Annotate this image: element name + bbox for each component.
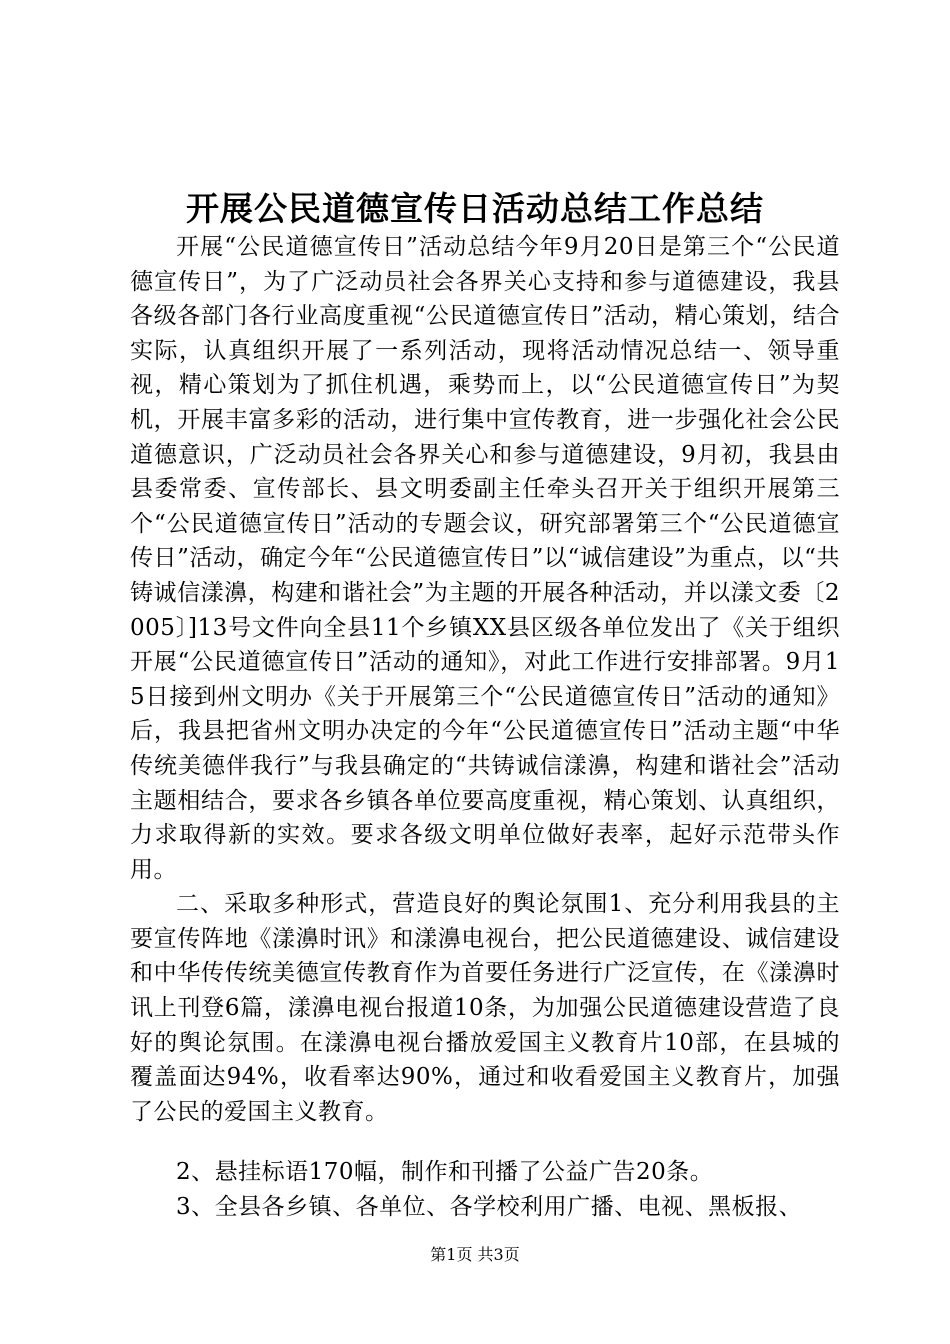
paragraph-spacer — [130, 1129, 840, 1155]
paragraph-3: 2、悬挂标语170幅，制作和刊播了公益广告20条。 — [176, 1159, 714, 1186]
paragraph-2: 二、采取多种形式，营造良好的舆论氛围1、充分利用我县的主要宣传阵地《漾濞时讯》和漾濞电视台，把公民道德建设、诚信建设和中华传传统美德宣传教育作为首要任务进行广泛宣传，在《漾濞时讯上刊登6篇，漾濞电视台报道10条，为加强公民道德建设营造了良好的舆论氛围。在漾濞电视台播放爱国主义教育片10部，在县城的覆盖面达94%，收看率达90%，通过和收看爱国主义教育片，加强了公民的爱国主义教育。 — [130, 891, 840, 1125]
paragraph-4: 3、全县各乡镇、各单位、各学校利用广播、电视、黑板报、 — [176, 1194, 803, 1221]
paragraph-1: 开展“公民道德宣传日”活动总结今年9月20日是第三个“公民道德宣传日”，为了广泛动员社会各界关心支持和参与道德建设，我县各级各部门各行业高度重视“公民道德宣传日”活动，精心策划，结合实际，认真组织开展了一系列活动，现将活动情况总结一、领导重视，精心策划为了抓住机遇，乘势而上，以“公民道德宣传日”为契机，开展丰富多彩的活动，进行集中宣传教育，进一步强化社会公民道德意识，广泛动员社会各界关心和参与道德建设，9月初，我县由县委常委、宣传部长、县文明委副主任牵头召开关于组织开展第三个“公民道德宣传日”活动的专题会议，研究部署第三个“公民道德宣传日”活动，确定今年“公民道德宣传日”以“诚信建设”为重点，以“共铸诚信漾濞，构建和谐社会”为主题的开展各种活动，并以漾文委〔2005〕]13号文件向全县11个乡镇XX县区级各单位发出了《关于组织开展“公民道德宣传日”活动的通知》，对此工作进行安排部署。9月15日接到州文明办《关于开展第三个“公民道德宣传日”活动的通知》后，我县把省州文明办决定的今年“公民道德宣传日”活动主题“中华传统美德伴我行”与我县确定的“共铸诚信漾濞，构建和谐社会”活动主题相结合，要求各乡镇各单位要高度重视，精心策划、认真组织，力求取得新的实效。要求各级文明单位做好表率，起好示范带头作用。 — [130, 234, 840, 883]
document-body — [130, 230, 840, 1225]
page-number-footer: 第1页 共3页 — [430, 1245, 520, 1264]
document-title: 开展公民道德宣传日活动总结工作总结 — [186, 189, 764, 228]
